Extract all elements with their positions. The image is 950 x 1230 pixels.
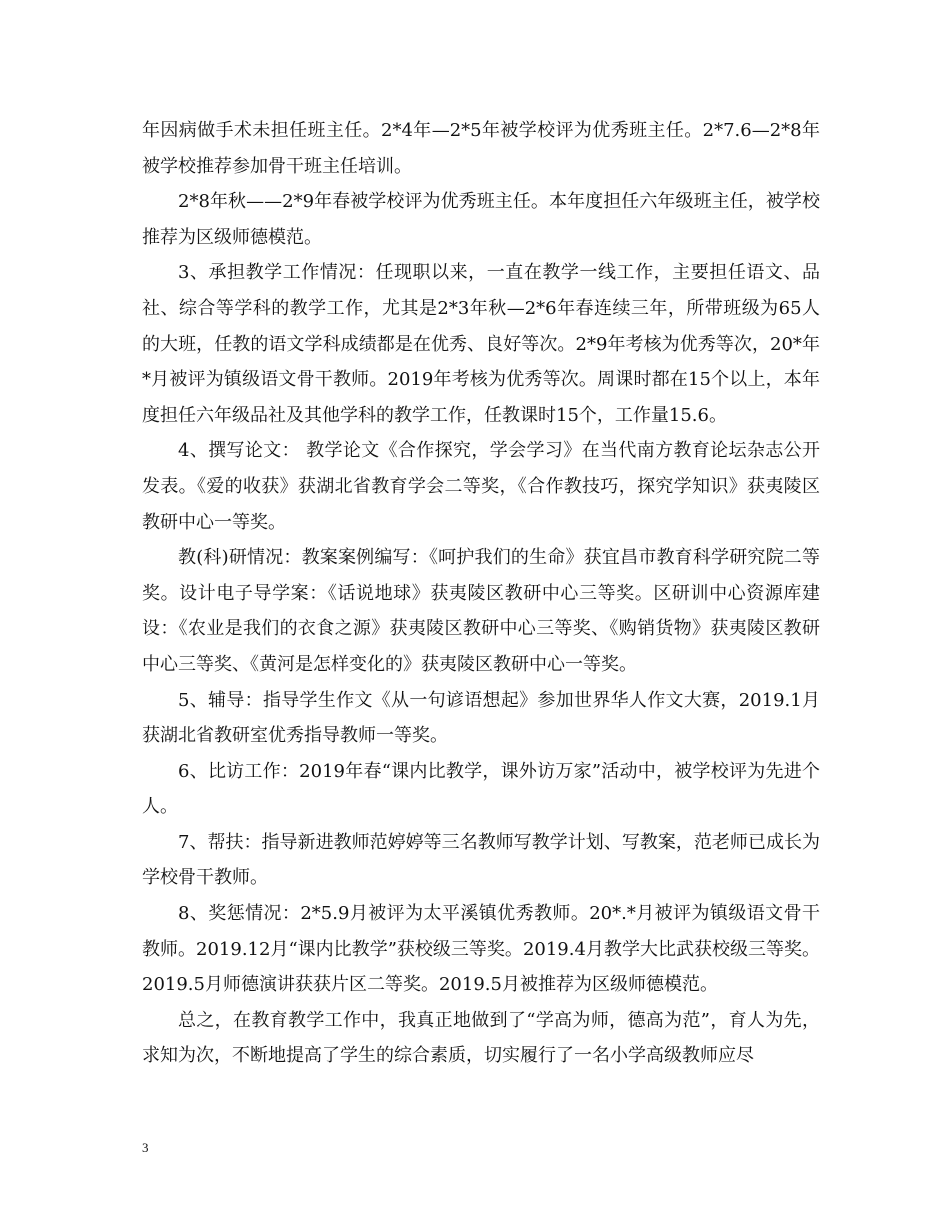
paragraph-awards: 8、奖惩情况：2*5.9月被评为太平溪镇优秀教师。20*.*月被评为镇级语文骨干教师。2019.12月“课内比教学”获校级三等奖。2019.4月教学大比武获校级三等奖。2019.5月师德演讲获获片区二等奖。2019.5月被推荐为区级师德模范。: [142, 903, 820, 996]
body-text: [142, 113, 820, 1074]
paragraph-tutoring: 5、辅导：指导学生作文《从一句谚语想起》参加世界华人作文大赛，2019.1月获湖北省教研室优秀指导教师一等奖。: [142, 689, 820, 747]
paragraph-papers: 4、撰写论文： 教学论文《合作探究，学会学习》在当代南方教育论坛杂志公开发表。《爱的收获》获湖北省教育学会二等奖，《合作教技巧，探究学知识》获夷陵区教研中心一等奖。: [142, 440, 820, 533]
paragraph-teaching-work: 3、承担教学工作情况：任现职以来，一直在教学一线工作，主要担任语文、品社、综合等学科的教学工作，尤其是2*3年秋—2*6年春连续三年，所带班级为65人的大班，任教的语文学科成绩都是在优秀、良好等次。2*9年考核为优秀等次，20*年*月被评为镇级语文骨干教师。2019年考核为优秀等次。周课时都在15个以上，本年度担任六年级品社及其他学科的教学工作，任教课时15个，工作量15.6。: [142, 262, 820, 426]
paragraph-mentoring: 7、帮扶：指导新进教师范婷婷等三名教师写教学计划、写教案，范老师已成长为学校骨干教师。: [142, 831, 820, 889]
paragraph-summary: 总之，在教育教学工作中，我真正地做到了“学高为师，德高为范”，育人为先，求知为次，不断地提高了学生的综合素质，切实履行了一名小学高级教师应尽: [142, 1009, 820, 1067]
paragraph-research: 教(科)研情况：教案案例编写：《呵护我们的生命》获宜昌市教育科学研究院二等奖。设计电子导学案：《话说地球》获夷陵区教研中心三等奖。区研训中心资源库建设：《农业是我们的衣食之源》获夷陵区教研中心三等奖、《购销货物》获夷陵区教研中心三等奖、《黄河是怎样变化的》获夷陵区教研中心一等奖。: [142, 547, 820, 675]
paragraph-class-teacher: 2*8年秋——2*9年春被学校评为优秀班主任。本年度担任六年级班主任，被学校推荐为区级师德模范。: [142, 191, 820, 248]
page-number: 3: [142, 1140, 149, 1155]
paragraph-visits: 6、比访工作：2019年春“课内比教学，课外访万家”活动中，被学校评为先进个人。: [142, 760, 820, 818]
paragraph-continuation: 年因病做手术未担任班主任。2*4年—2*5年被学校评为优秀班主任。2*7.6—2*8年被学校推荐参加骨干班主任培训。: [142, 120, 820, 177]
